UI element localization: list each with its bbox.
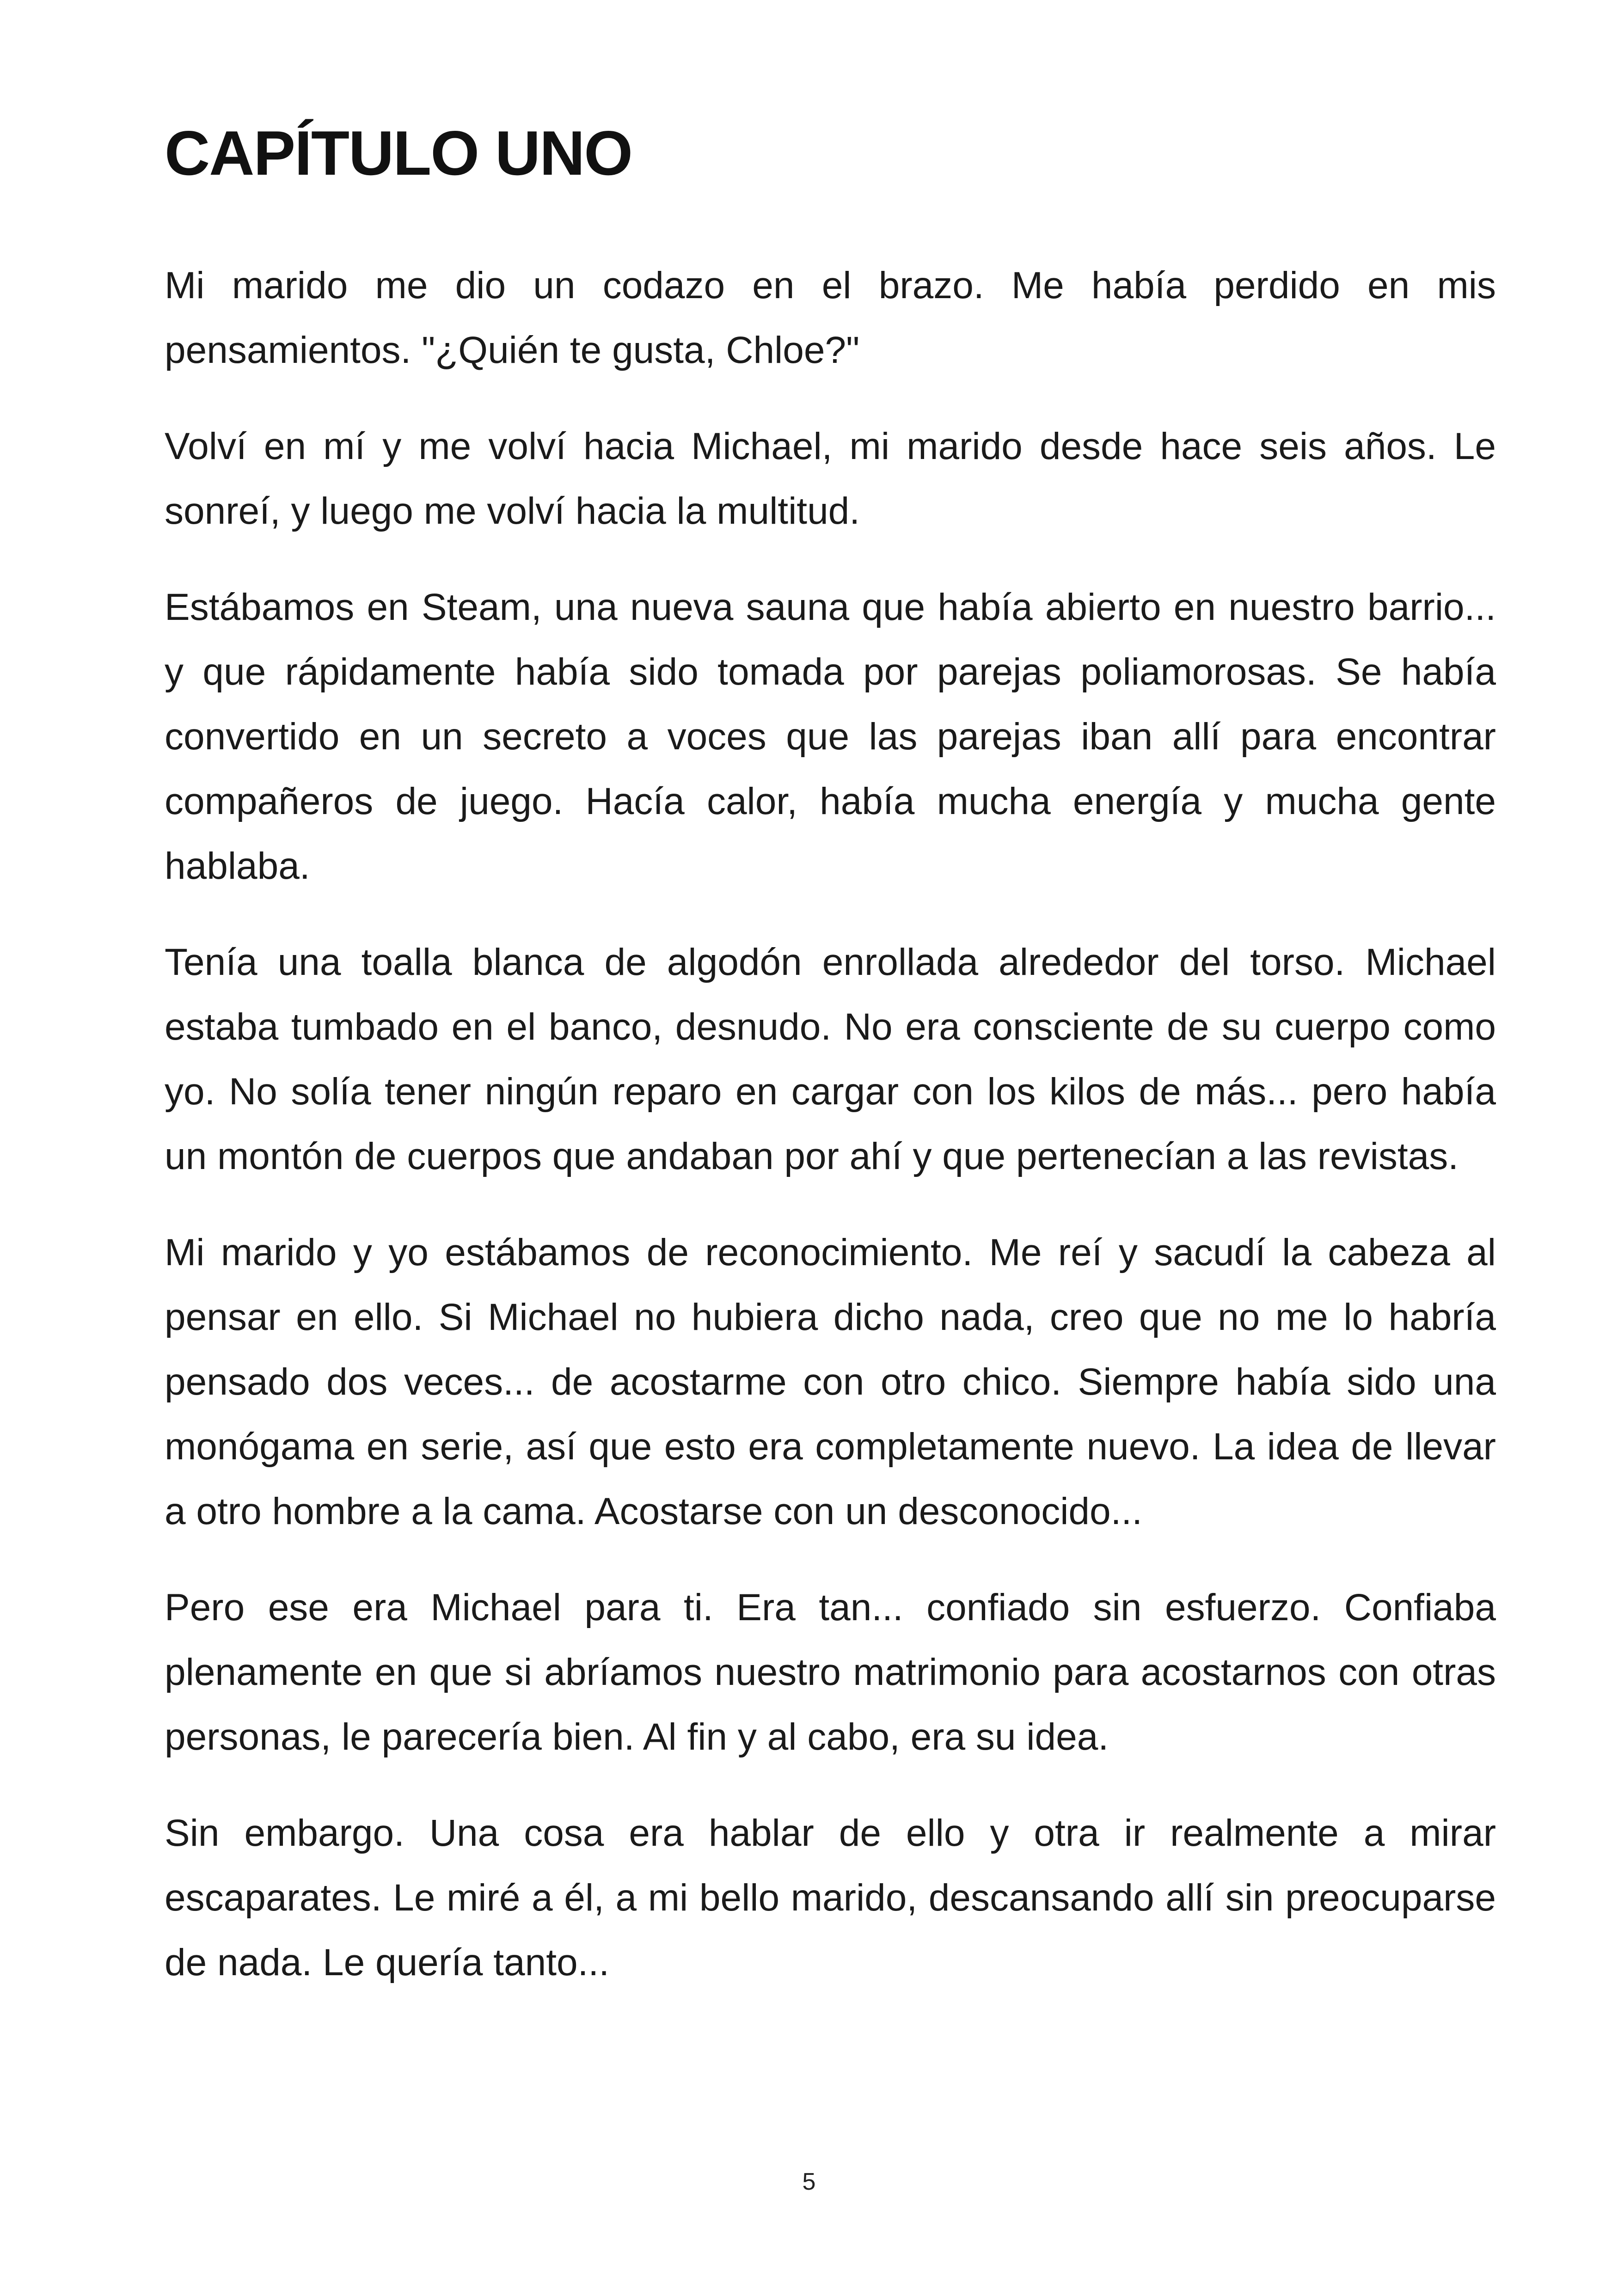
paragraph: Mi marido me dio un codazo en el brazo. Me había perdido en mis pensamientos. "¿Quién te gusta, Chloe?" [165,264,1496,371]
paragraph: Tenía una toalla blanca de algodón enrollada alrededor del torso. Michael estaba tumbado en el banco, desnudo. No era consciente de su cuerpo como yo. No solía tener ningún reparo en cargar con los kilos de más... pero había un montón de cuerpos que andaban por ahí y que pertenecían a las revistas. [165,941,1496,1177]
paragraph: Estábamos en Steam, una nueva sauna que había abierto en nuestro barrio... y que rápidamente había sido tomada por parejas poliamorosas. Se había convertido en un secreto a voces que las parejas iban allí para encontrar compañeros de juego. Hacía calor, había mucha energía y mucha gente hablaba. [165,586,1496,887]
paragraph: Sin embargo. Una cosa era hablar de ello y otra ir realmente a mirar escaparates. Le miré a él, a mi bello marido, descansando allí sin preocuparse de nada. Le quería tanto... [165,1812,1496,1984]
chapter-body [165,253,1496,2027]
paragraph: Pero ese era Michael para ti. Era tan... confiado sin esfuerzo. Confiaba plenamente en que si abríamos nuestro matrimonio para acostarnos con otras personas, le parecería bien. Al fin y al cabo, era su idea. [165,1586,1496,1758]
paragraph: Mi marido y yo estábamos de reconocimiento. Me reí y sacudí la cabeza al pensar en ello. Si Michael no hubiera dicho nada, creo que no me lo habría pensado dos veces... de acostarme con otro chico. Siempre había sido una monógama en serie, así que esto era completamente nuevo. La idea de llevar a otro hombre a la cama. Acostarse con un desconocido... [165,1231,1496,1532]
chapter-title: CAPÍTULO UNO [165,118,632,188]
page-number: 5 [802,2168,816,2195]
paragraph: Volví en mí y me volví hacia Michael, mi marido desde hace seis años. Le sonreí, y luego me volví hacia la multitud. [165,425,1496,532]
